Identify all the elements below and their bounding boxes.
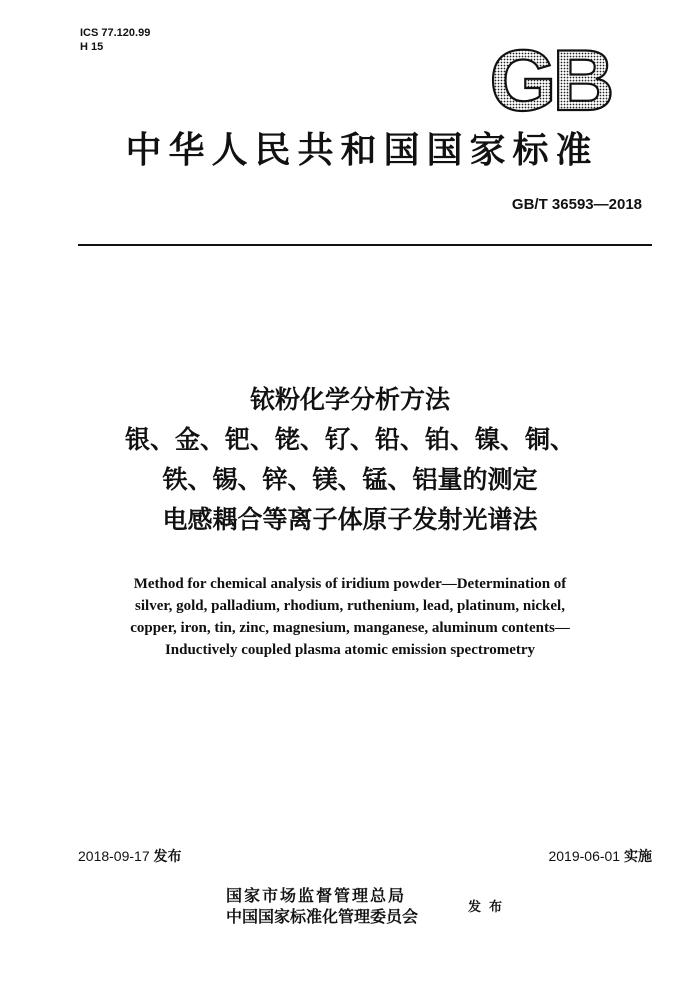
issue-date: 2018-09-17: [78, 848, 150, 864]
implement-date-block: [548, 846, 652, 866]
divider-line: [78, 244, 652, 246]
chinese-title-line: 电感耦合等离子体原子发射光谱法: [162, 505, 538, 534]
gb-logo: [476, 40, 624, 118]
english-title-line: Method for chemical analysis of iridium powder—Determination of: [133, 576, 567, 592]
english-title-line: silver, gold, palladium, rhodium, ruthenium, lead, platinum, nickel,: [135, 598, 565, 614]
english-title-line: Inductively coupled plasma atomic emission spectrometry: [164, 642, 536, 658]
english-title: [60, 573, 640, 661]
issuer-org: 中国国家标准化管理委员会: [226, 907, 419, 926]
issuing-organizations: [226, 885, 418, 927]
ccs-code: H 15: [80, 41, 104, 53]
issue-label: 发布: [153, 848, 182, 864]
implement-date: 2019-06-01: [548, 848, 621, 864]
chinese-title: [40, 380, 660, 540]
chinese-title-line: 铁、锡、锌、镁、锰、铝量的测定: [162, 465, 538, 494]
issue-action: 发布: [468, 900, 511, 915]
chinese-title-line: 铱粉化学分析方法: [249, 385, 450, 414]
classification-codes: [80, 26, 150, 54]
implement-label: 实施: [624, 848, 652, 864]
gb-logo-text: GB: [489, 40, 611, 118]
english-title-line: copper, iron, tin, zinc, magnesium, manganese, aluminum contents—: [130, 620, 570, 636]
standard-title: 中华人民共和国国家标准: [125, 129, 599, 171]
issuer-org: 国家市场监督管理总局: [226, 886, 407, 905]
chinese-title-line: 银、金、钯、铑、钌、铅、铂、镍、铜、: [124, 425, 575, 454]
ics-code: ICS 77.120.99: [80, 27, 151, 39]
standard-code: GB/T 36593—2018: [511, 196, 642, 213]
issue-date-block: [78, 846, 182, 866]
